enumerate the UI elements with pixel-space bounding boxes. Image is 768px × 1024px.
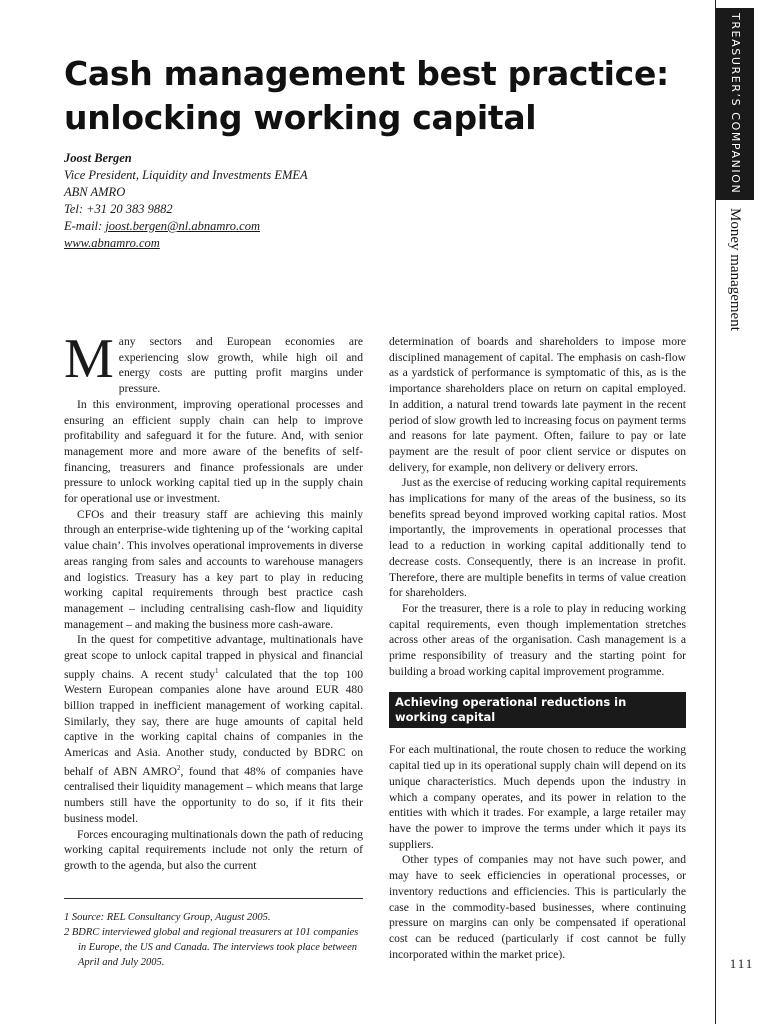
section-label: Money management — [727, 208, 743, 331]
body-paragraph: Just as the exercise of reducing working capital requirements has implications for many of the areas of the business, so its benefits spread beyond improved working capital ratios. Most importantly, the improvements in operational processes that lead to a reduction in working capital additionally tend to decrease costs. Consequently, there is an increase in profit. Therefore, there are multiple benefits in terms of value creation for shareholders. — [389, 476, 686, 600]
article-title: Cash management best practice: unlocking working capital — [64, 54, 669, 137]
author-block — [64, 150, 424, 252]
author-name: Joost Bergen — [64, 151, 132, 165]
author-website-link[interactable]: www.abnamro.com — [64, 236, 160, 250]
author-email-line — [64, 218, 424, 235]
right-column — [389, 334, 686, 962]
body-text: , found that 48% of companies have centralised their liquidity management – which means that large numbers still have the opportunity to do so, if it fits their business model. — [64, 764, 363, 825]
body-paragraph: For the treasurer, there is a role to play in reducing working capital requirements, even though implementation stretches across other areas of the organisation. Cash management is a prime responsibility of treasury and the starting point for building a broad working capital improvement programme. — [389, 601, 686, 678]
author-role: Vice President, Liquidity and Investments EMEA — [64, 168, 308, 182]
body-paragraph: CFOs and their treasury staff are achieving this mainly through an enterprise-wide tightening up of the ‘working capital value chain’. This involves operational improvements in diverse areas ranging from sales and accounts to warehouse managers and logistics. Treasury has a key part to play in reducing working capital requirements through best practice cash management – including centralising cash-flow and liquidity management – and making the business more cash-aware. — [64, 507, 363, 631]
footnotes — [64, 898, 363, 970]
footnote-1: 1 Source: REL Consultancy Group, August 2005. — [64, 912, 271, 923]
body-paragraph: Forces encouraging multinationals down the path of reducing working capital requirements include not only the return of growth to the agenda, but also the current — [64, 827, 363, 872]
footnote-ref-1: 1 — [214, 666, 219, 675]
brand-label: TREASURER’S COMPANION — [729, 13, 742, 195]
intro-paragraph — [64, 328, 363, 397]
author-email-label: E-mail: — [64, 219, 103, 233]
author-email-link[interactable]: joost.bergen@nl.abnamro.com — [105, 219, 260, 233]
author-tel: Tel: +31 20 383 9882 — [64, 202, 173, 216]
body-text: In the quest for competitive advantage, multinationals have great scope to unlock capital trapped in physical and financial supply chains. A recent study — [64, 633, 363, 681]
body-paragraph: For each multinational, the route chosen to reduce the working capital tied up in its operational supply chain will depend on its unique characteristics. Much depends upon the industry in which a company operates, and its power in relation to the entities with which it trades. For example, a large retailer may have the power to improve the terms under which it pays its suppliers. — [389, 743, 686, 851]
intro-text: any sectors and European economies are experiencing slow growth, while high oil and energy costs are putting profit margins under pressure. — [118, 335, 363, 396]
page-number: 111 — [729, 956, 755, 971]
left-column — [64, 328, 363, 874]
body-paragraph: In this environment, improving operational processes and ensuring an efficient supply chain can help to improve profitability and safeguard it for the future. And, with senior management more and more aware of the benefits of self-financing, treasurers and finance professionals are under pressure to unlock working capital tied up in the supply chain for operational use or investment. — [64, 397, 363, 506]
body-text: calculated that the top 100 Western European companies alone have around EUR 480 billion trapped in inefficient management of working capital. Similarly, they say, there are huge amounts of capital held captive in the working capital chains of companies in the Americas and Asia. Another study, conducted by BDRC on behalf of ABN AMRO — [64, 667, 363, 778]
body-paragraph — [64, 632, 363, 826]
section-heading: Achieving operational reductions in working capital — [389, 692, 686, 728]
body-paragraph: determination of boards and shareholders to impose more disciplined management of capital. The emphasis on cash-flow as a yardstick of performance is symptomatic of this, as is the importance shareholders place on return on capital employed. In addition, a natural trend towards late payment in the recent period of slow growth led to increasing focus on payment terms and reasons for late payment. Often, failure to pay or late payment are the result of poor client service or disputes on delivery, for example, non delivery or delivery errors. — [389, 335, 686, 474]
drop-cap: M — [64, 328, 114, 390]
body-paragraph: Other types of companies may not have such power, and may have to seek efficiencies in operational processes, or inventory reductions and efficiencies. This is particularly the case in the commodity-based businesses, where continuing pressure on margins can only be compensated if operational cost can be reduced (particularly if cost cannot be fully incorporated within the market price). — [389, 853, 686, 961]
footnote-2: 2 BDRC interviewed global and regional treasurers at 101 companies in Europe, the US and Canada. The interviews took place between April and July 2005. — [64, 927, 359, 968]
author-company: ABN AMRO — [64, 185, 126, 199]
footnote-ref-2: 2 — [177, 763, 181, 772]
author-website-line — [64, 235, 424, 252]
